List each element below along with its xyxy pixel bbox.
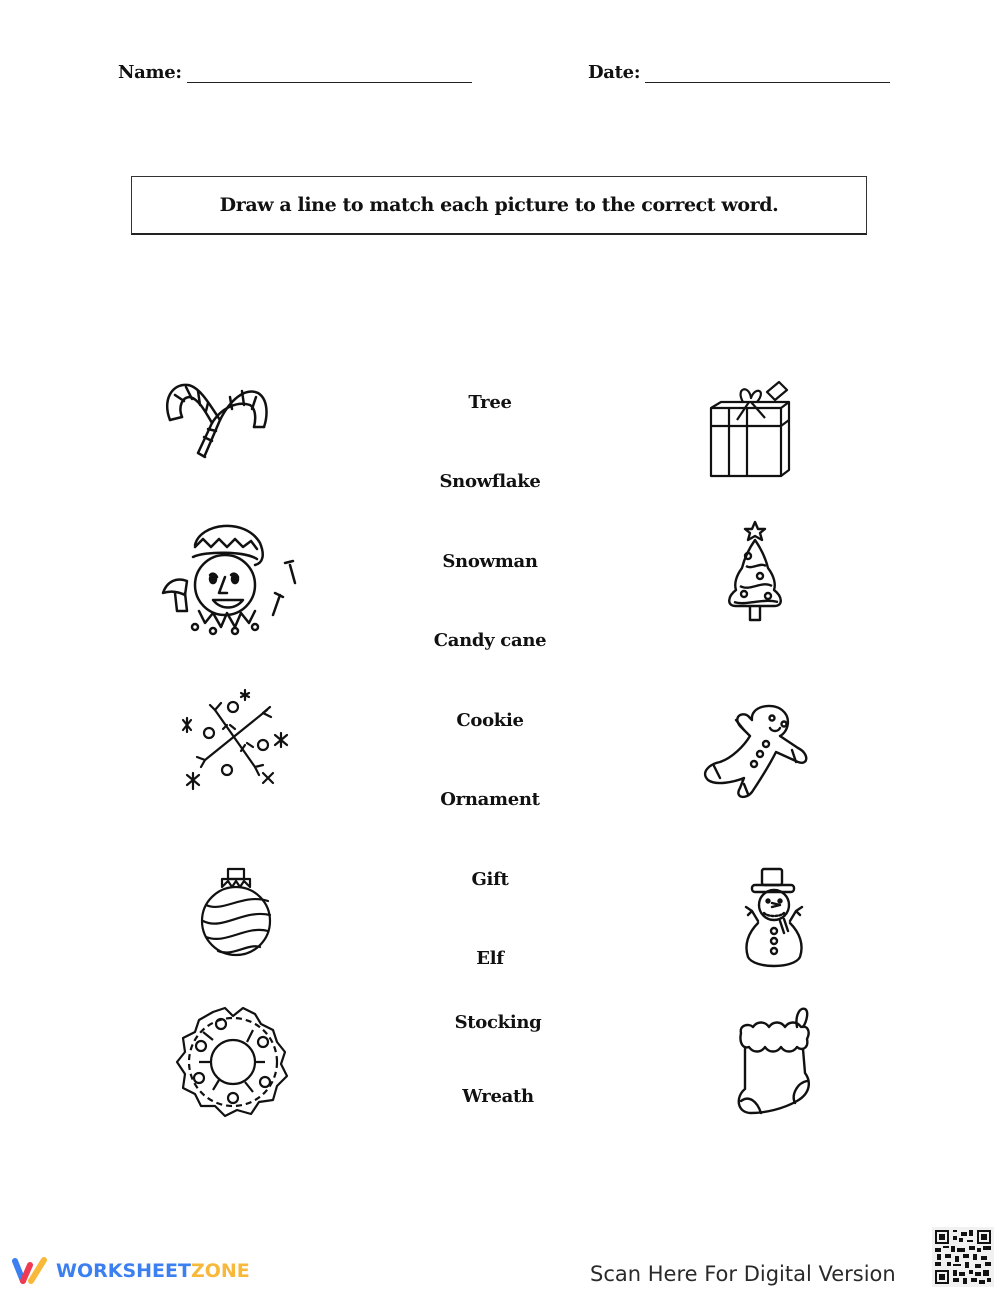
qr-code[interactable] [932,1227,994,1287]
name-blank-line[interactable] [187,64,472,83]
elf-icon [155,515,300,640]
instructions-box [131,176,867,235]
word-snowflake: Snowflake [439,471,541,492]
word-gift: Gift [471,869,509,890]
gingerbread-cookie-icon [700,700,815,800]
name-field[interactable] [118,62,472,83]
brand-name-part1: WORKSHEET [56,1260,191,1282]
word-stocking: Stocking [454,1012,542,1033]
worksheetzone-logo-icon [12,1257,48,1285]
word-elf: Elf [476,948,504,969]
name-label: Name: [118,62,182,83]
word-tree: Tree [468,392,512,413]
snowflake-icon [175,685,295,795]
worksheetzone-logo[interactable] [12,1257,250,1285]
word-cookie: Cookie [456,710,524,731]
christmas-tree-icon [722,520,788,626]
word-ornament: Ornament [440,789,540,810]
word-candy-cane: Candy cane [433,630,547,651]
instructions-text: Draw a line to match each picture to the correct word. [219,194,779,216]
ornament-icon [198,865,278,965]
scan-text: Scan Here For Digital Version [590,1262,896,1286]
word-snowman: Snowman [442,551,538,572]
date-field[interactable] [588,62,890,83]
snowman-icon [738,865,810,971]
wreath-icon [173,1002,293,1122]
word-wreath: Wreath [462,1086,534,1107]
date-label: Date: [588,62,641,83]
gift-icon [705,378,795,478]
candy-cane-icon [160,375,275,465]
stocking-icon [735,1005,815,1117]
date-blank-line[interactable] [645,64,890,83]
brand-name-part2: ZONE [190,1260,250,1282]
